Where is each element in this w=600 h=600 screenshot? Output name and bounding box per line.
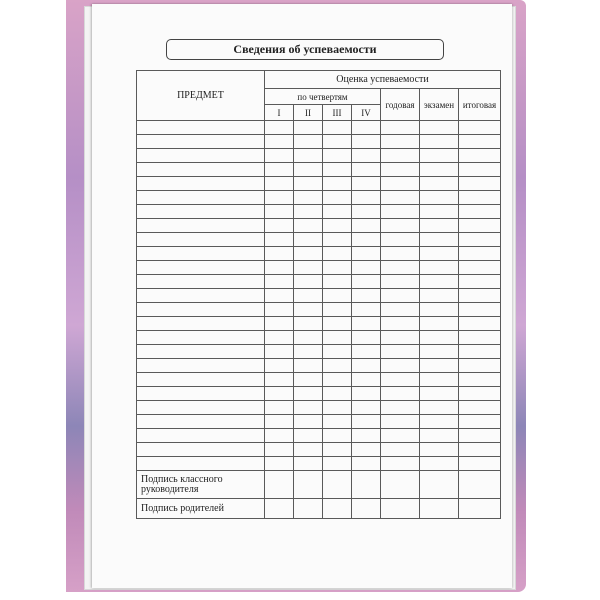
subject-cell[interactable]: [137, 443, 265, 457]
quarter-header: III: [323, 105, 352, 121]
grade-cell[interactable]: [420, 331, 459, 345]
grade-cell[interactable]: [352, 163, 381, 177]
grade-cell[interactable]: [352, 457, 381, 471]
signature-cell[interactable]: [459, 499, 501, 519]
quarter-header: II: [294, 105, 323, 121]
signature-cell[interactable]: [323, 499, 352, 519]
page-title: Сведения об успеваемости: [166, 39, 444, 60]
grade-cell[interactable]: [381, 219, 420, 233]
grade-cell[interactable]: [265, 303, 294, 317]
subject-cell[interactable]: [137, 289, 265, 303]
grade-cell[interactable]: [352, 247, 381, 261]
grade-cell[interactable]: [265, 121, 294, 135]
grade-cell[interactable]: [381, 233, 420, 247]
grade-cell[interactable]: [459, 177, 501, 191]
grade-cell[interactable]: [420, 443, 459, 457]
table-row: [137, 443, 501, 457]
teacher-signature-label: Подпись классного руководителя: [137, 471, 265, 499]
grade-cell[interactable]: [323, 303, 352, 317]
subject-header: ПРЕДМЕТ: [137, 71, 265, 121]
grade-cell[interactable]: [420, 247, 459, 261]
grade-cell[interactable]: [294, 317, 323, 331]
signature-cell[interactable]: [323, 471, 352, 499]
grade-cell[interactable]: [381, 275, 420, 289]
grade-cell[interactable]: [294, 121, 323, 135]
grade-cell[interactable]: [294, 247, 323, 261]
grade-cell[interactable]: [294, 429, 323, 443]
grade-cell[interactable]: [294, 387, 323, 401]
grade-cell[interactable]: [265, 415, 294, 429]
grade-cell[interactable]: [352, 275, 381, 289]
grade-cell[interactable]: [294, 373, 323, 387]
subject-cell[interactable]: [137, 233, 265, 247]
grade-cell[interactable]: [420, 415, 459, 429]
grade-cell[interactable]: [294, 233, 323, 247]
table-row: [137, 177, 501, 191]
grade-cell[interactable]: [323, 359, 352, 373]
table-row: [137, 429, 501, 443]
signature-cell[interactable]: [420, 471, 459, 499]
grade-cell[interactable]: [420, 401, 459, 415]
grade-cell[interactable]: [352, 135, 381, 149]
grade-cell[interactable]: [265, 387, 294, 401]
grade-cell[interactable]: [420, 163, 459, 177]
grade-cell[interactable]: [352, 331, 381, 345]
grade-cell[interactable]: [420, 135, 459, 149]
grade-cell[interactable]: [265, 275, 294, 289]
parents-signature-label: Подпись родителей: [137, 499, 265, 519]
grade-cell[interactable]: [265, 191, 294, 205]
grade-cell[interactable]: [352, 289, 381, 303]
grade-cell[interactable]: [294, 261, 323, 275]
grade-cell[interactable]: [381, 205, 420, 219]
grade-cell[interactable]: [265, 443, 294, 457]
grade-cell[interactable]: [420, 205, 459, 219]
grade-cell[interactable]: [381, 289, 420, 303]
grade-cell[interactable]: [381, 401, 420, 415]
grade-cell[interactable]: [459, 121, 501, 135]
grade-cell[interactable]: [420, 261, 459, 275]
grade-cell[interactable]: [352, 317, 381, 331]
grade-cell[interactable]: [459, 275, 501, 289]
table-row: [137, 401, 501, 415]
signature-cell[interactable]: [352, 471, 381, 499]
grade-cell[interactable]: [323, 191, 352, 205]
grade-cell[interactable]: [265, 177, 294, 191]
annual-header: годовая: [381, 89, 420, 121]
subject-cell[interactable]: [137, 135, 265, 149]
grade-cell[interactable]: [352, 373, 381, 387]
grade-cell[interactable]: [381, 135, 420, 149]
grade-cell[interactable]: [323, 387, 352, 401]
grade-cell[interactable]: [294, 345, 323, 359]
grade-cell[interactable]: [323, 415, 352, 429]
subject-cell[interactable]: [137, 205, 265, 219]
grade-cell[interactable]: [381, 415, 420, 429]
grade-cell[interactable]: [294, 205, 323, 219]
signature-cell[interactable]: [381, 499, 420, 519]
exam-header: экзамен: [420, 89, 459, 121]
grade-cell[interactable]: [420, 373, 459, 387]
grade-cell[interactable]: [381, 317, 420, 331]
grade-cell[interactable]: [352, 219, 381, 233]
grade-cell[interactable]: [323, 205, 352, 219]
grade-cell[interactable]: [420, 191, 459, 205]
grade-cell[interactable]: [323, 219, 352, 233]
grade-cell[interactable]: [352, 359, 381, 373]
grade-cell[interactable]: [265, 289, 294, 303]
grade-cell[interactable]: [459, 401, 501, 415]
subject-cell[interactable]: [137, 401, 265, 415]
grade-cell[interactable]: [381, 303, 420, 317]
table-row: [137, 135, 501, 149]
signature-cell[interactable]: [265, 499, 294, 519]
grade-cell[interactable]: [265, 457, 294, 471]
grade-cell[interactable]: [459, 387, 501, 401]
grade-cell[interactable]: [381, 177, 420, 191]
grade-cell[interactable]: [420, 345, 459, 359]
grade-cell[interactable]: [323, 401, 352, 415]
grade-cell[interactable]: [323, 289, 352, 303]
grade-cell[interactable]: [459, 457, 501, 471]
grade-cell[interactable]: [294, 415, 323, 429]
subject-cell[interactable]: [137, 121, 265, 135]
grade-cell[interactable]: [352, 191, 381, 205]
grade-cell[interactable]: [420, 149, 459, 163]
grade-cell[interactable]: [420, 275, 459, 289]
quarter-header: IV: [352, 105, 381, 121]
signature-cell[interactable]: [420, 499, 459, 519]
table-row: [137, 457, 501, 471]
grade-cell[interactable]: [294, 149, 323, 163]
grade-cell[interactable]: [459, 163, 501, 177]
grade-cell[interactable]: [323, 275, 352, 289]
grade-cell[interactable]: [420, 359, 459, 373]
grade-cell[interactable]: [381, 191, 420, 205]
signature-cell[interactable]: [294, 499, 323, 519]
table-row: [137, 163, 501, 177]
grade-cell[interactable]: [323, 177, 352, 191]
grade-cell[interactable]: [381, 261, 420, 275]
grade-cell[interactable]: [420, 303, 459, 317]
grade-cell[interactable]: [265, 149, 294, 163]
grade-cell[interactable]: [265, 317, 294, 331]
grade-cell[interactable]: [459, 373, 501, 387]
grade-cell[interactable]: [381, 345, 420, 359]
grade-cell[interactable]: [294, 135, 323, 149]
grade-cell[interactable]: [352, 205, 381, 219]
grade-cell[interactable]: [381, 331, 420, 345]
grade-cell[interactable]: [352, 149, 381, 163]
grade-cell[interactable]: [294, 163, 323, 177]
grade-cell[interactable]: [420, 121, 459, 135]
grade-cell[interactable]: [459, 247, 501, 261]
grade-cell[interactable]: [352, 415, 381, 429]
subject-cell[interactable]: [137, 247, 265, 261]
grade-cell[interactable]: [352, 261, 381, 275]
grade-cell[interactable]: [381, 387, 420, 401]
grade-cell[interactable]: [459, 443, 501, 457]
grade-cell[interactable]: [459, 233, 501, 247]
grade-cell[interactable]: [459, 345, 501, 359]
grade-cell[interactable]: [459, 429, 501, 443]
subject-cell[interactable]: [137, 149, 265, 163]
grade-cell[interactable]: [381, 359, 420, 373]
grade-cell[interactable]: [459, 359, 501, 373]
subject-cell[interactable]: [137, 415, 265, 429]
grade-cell[interactable]: [352, 121, 381, 135]
subject-cell[interactable]: [137, 261, 265, 275]
grade-cell[interactable]: [265, 429, 294, 443]
subject-cell[interactable]: [137, 275, 265, 289]
subject-cell[interactable]: [137, 345, 265, 359]
table-row: [137, 359, 501, 373]
subject-cell[interactable]: [137, 317, 265, 331]
grade-cell[interactable]: [265, 247, 294, 261]
grade-cell[interactable]: [352, 233, 381, 247]
subject-cell[interactable]: [137, 373, 265, 387]
grade-cell[interactable]: [323, 429, 352, 443]
grade-cell[interactable]: [323, 233, 352, 247]
subject-cell[interactable]: [137, 331, 265, 345]
grade-cell[interactable]: [420, 387, 459, 401]
subject-cell[interactable]: [137, 303, 265, 317]
grade-cell[interactable]: [459, 219, 501, 233]
grade-cell[interactable]: [352, 387, 381, 401]
grade-cell[interactable]: [294, 177, 323, 191]
grade-cell[interactable]: [381, 443, 420, 457]
table-row: [137, 303, 501, 317]
grade-cell[interactable]: [420, 457, 459, 471]
table-row: [137, 247, 501, 261]
grade-cell[interactable]: [323, 149, 352, 163]
grade-cell[interactable]: [459, 191, 501, 205]
table-row: [137, 289, 501, 303]
signature-cell[interactable]: [381, 471, 420, 499]
grade-cell[interactable]: [265, 359, 294, 373]
grade-cell[interactable]: [323, 457, 352, 471]
grade-cell[interactable]: [265, 401, 294, 415]
grade-cell[interactable]: [459, 149, 501, 163]
grade-cell[interactable]: [420, 177, 459, 191]
grade-cell[interactable]: [420, 289, 459, 303]
grade-cell[interactable]: [294, 331, 323, 345]
grade-cell[interactable]: [381, 373, 420, 387]
grade-cell[interactable]: [323, 331, 352, 345]
subject-cell[interactable]: [137, 191, 265, 205]
table-row: [137, 191, 501, 205]
signature-cell[interactable]: [459, 471, 501, 499]
table-row: [137, 415, 501, 429]
table-row: [137, 317, 501, 331]
grade-cell[interactable]: [265, 331, 294, 345]
table-row: [137, 345, 501, 359]
rating-header: Оценка успеваемости: [265, 71, 501, 89]
subject-cell[interactable]: [137, 457, 265, 471]
signature-cell[interactable]: [352, 499, 381, 519]
table-row: [137, 233, 501, 247]
subject-cell[interactable]: [137, 429, 265, 443]
grade-cell[interactable]: [381, 121, 420, 135]
table-row: [137, 387, 501, 401]
grade-cell[interactable]: [323, 373, 352, 387]
grade-cell[interactable]: [294, 219, 323, 233]
grade-cell[interactable]: [459, 415, 501, 429]
grade-cell[interactable]: [459, 289, 501, 303]
grade-cell[interactable]: [265, 163, 294, 177]
grade-cell[interactable]: [294, 401, 323, 415]
table-row: [137, 331, 501, 345]
table-row: [137, 219, 501, 233]
grade-cell[interactable]: [265, 345, 294, 359]
grade-cell[interactable]: [420, 429, 459, 443]
grade-cell[interactable]: [459, 331, 501, 345]
grade-cell[interactable]: [420, 219, 459, 233]
grade-cell[interactable]: [381, 149, 420, 163]
grade-cell[interactable]: [381, 163, 420, 177]
grade-cell[interactable]: [352, 177, 381, 191]
quarter-header: I: [265, 105, 294, 121]
grade-cell[interactable]: [459, 303, 501, 317]
grade-cell[interactable]: [294, 191, 323, 205]
grade-cell[interactable]: [381, 429, 420, 443]
grade-cell[interactable]: [459, 317, 501, 331]
grade-cell[interactable]: [352, 429, 381, 443]
grade-cell[interactable]: [323, 443, 352, 457]
subject-cell[interactable]: [137, 163, 265, 177]
subject-cell[interactable]: [137, 387, 265, 401]
subject-cell[interactable]: [137, 177, 265, 191]
grade-cell[interactable]: [323, 163, 352, 177]
grade-cell[interactable]: [265, 233, 294, 247]
grade-cell[interactable]: [459, 205, 501, 219]
grade-cell[interactable]: [352, 401, 381, 415]
grade-cell[interactable]: [420, 233, 459, 247]
grade-cell[interactable]: [294, 303, 323, 317]
grade-cell[interactable]: [381, 247, 420, 261]
quarters-header: по четвертям: [265, 89, 381, 105]
grade-cell[interactable]: [265, 373, 294, 387]
grade-cell[interactable]: [265, 205, 294, 219]
table-row: [137, 373, 501, 387]
grade-cell[interactable]: [294, 359, 323, 373]
table-row: [137, 121, 501, 135]
grade-cell[interactable]: [352, 303, 381, 317]
grade-cell[interactable]: [265, 261, 294, 275]
table-row: [137, 275, 501, 289]
grade-cell[interactable]: [294, 275, 323, 289]
grade-cell[interactable]: [323, 247, 352, 261]
grade-cell[interactable]: [459, 135, 501, 149]
grade-cell[interactable]: [459, 261, 501, 275]
grade-cell[interactable]: [294, 443, 323, 457]
grade-cell[interactable]: [294, 457, 323, 471]
grade-cell[interactable]: [323, 317, 352, 331]
grade-cell[interactable]: [420, 317, 459, 331]
table-row: [137, 149, 501, 163]
signature-cell[interactable]: [294, 471, 323, 499]
grade-cell[interactable]: [323, 345, 352, 359]
final-header: итоговая: [459, 89, 501, 121]
subject-cell[interactable]: [137, 359, 265, 373]
grade-cell[interactable]: [294, 289, 323, 303]
subject-cell[interactable]: [137, 219, 265, 233]
grade-cell[interactable]: [265, 135, 294, 149]
table-row: [137, 205, 501, 219]
signature-cell[interactable]: [265, 471, 294, 499]
grade-cell[interactable]: [381, 457, 420, 471]
grades-table: [136, 70, 501, 519]
grade-cell[interactable]: [323, 121, 352, 135]
grade-cell[interactable]: [265, 219, 294, 233]
grade-cell[interactable]: [323, 135, 352, 149]
grade-cell[interactable]: [323, 261, 352, 275]
grade-cell[interactable]: [352, 443, 381, 457]
grade-cell[interactable]: [352, 345, 381, 359]
table-row: [137, 261, 501, 275]
